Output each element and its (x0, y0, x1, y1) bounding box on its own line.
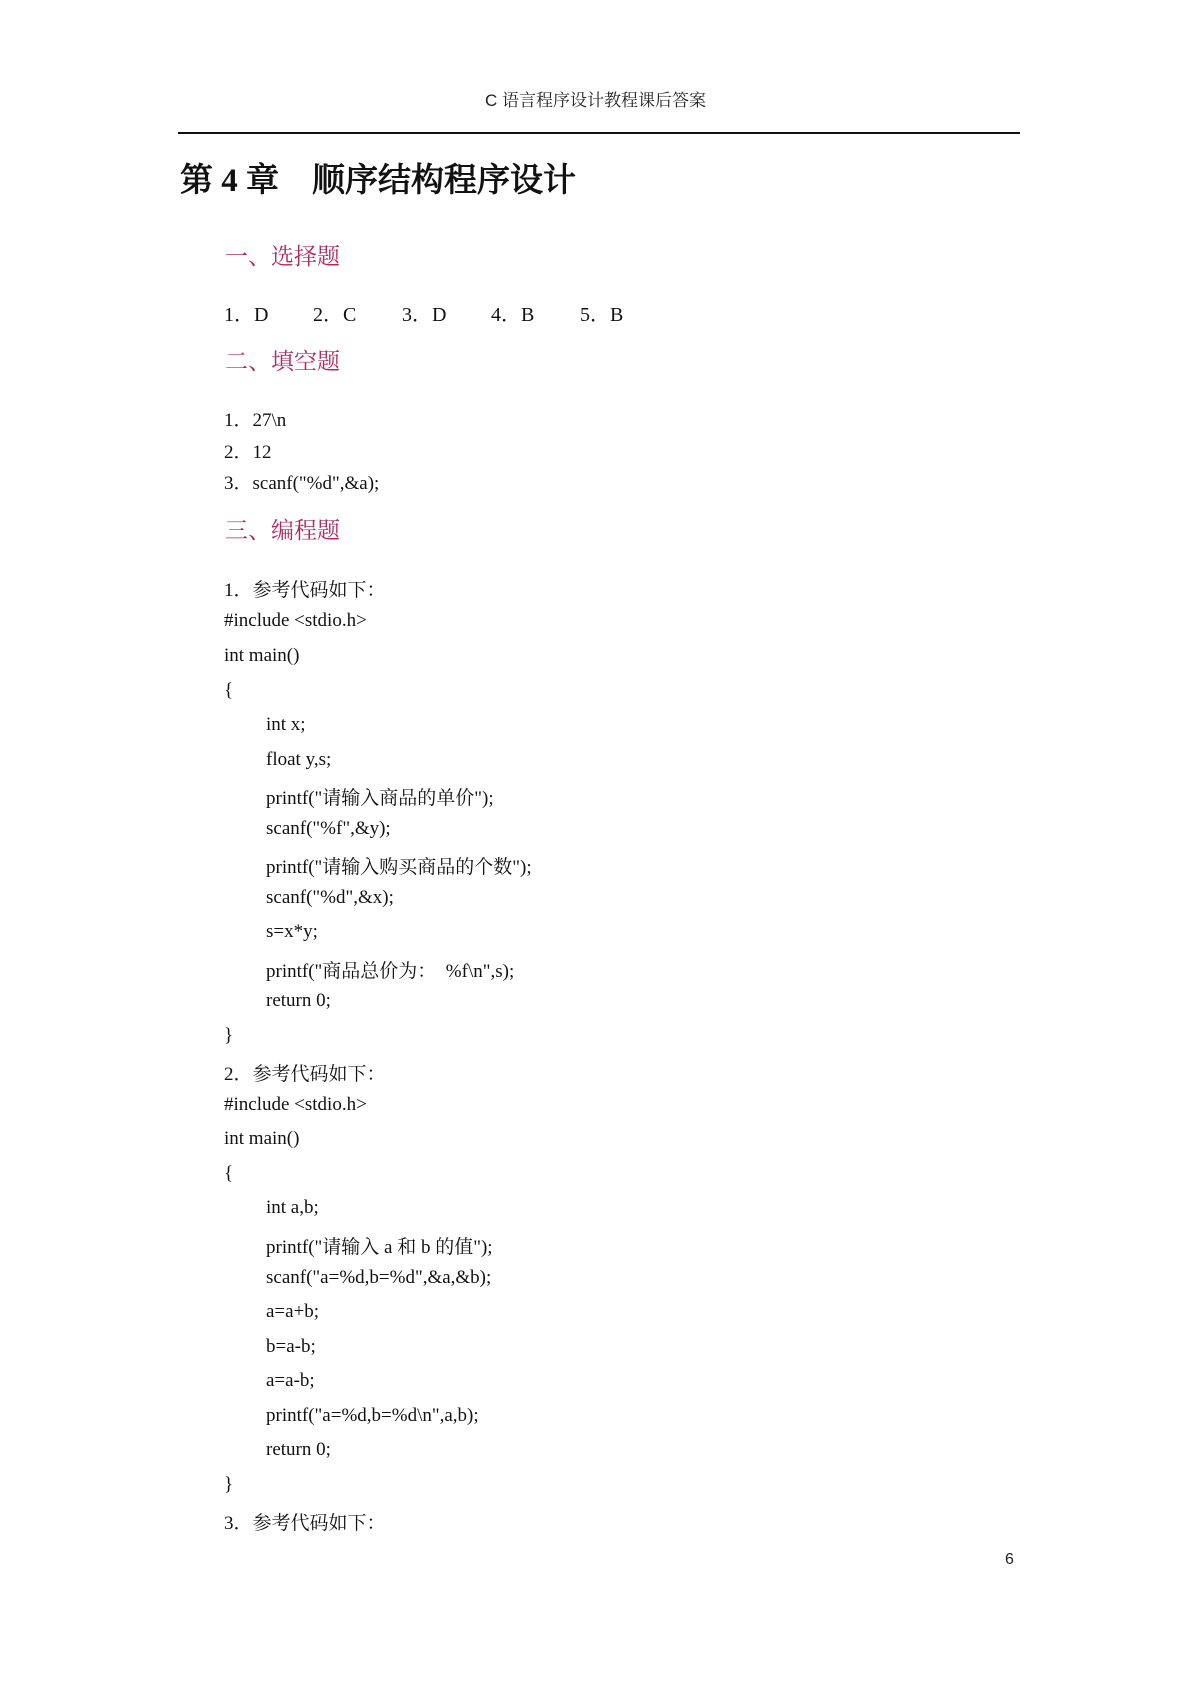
fill-answer: 3．scanf("%d",&a); (224, 473, 380, 494)
choice-answer: 5．B (580, 304, 624, 326)
code-line: return 0; (266, 1439, 331, 1460)
section-heading-choice: 一、选择题 (225, 244, 340, 270)
code-line: scanf("%d",&x); (266, 887, 394, 908)
code-line: printf("商品总价为： %f\n",s); (266, 961, 515, 982)
chapter-title: 第 4 章 顺序结构程序设计 (180, 163, 576, 199)
code-line: printf("a=%d,b=%d\n",a,b); (266, 1405, 479, 1426)
code-line: { (224, 1163, 234, 1184)
choice-answers (224, 298, 669, 327)
code-line: } (224, 1025, 234, 1046)
section-heading-fill: 二、填空题 (225, 349, 340, 375)
code-line: a=a-b; (266, 1370, 315, 1391)
choice-answer: 1．D (224, 304, 269, 326)
code-line: b=a-b; (266, 1336, 316, 1357)
fill-answer: 1．27\n (224, 410, 287, 431)
fill-answer: 2．12 (224, 442, 272, 463)
q2-intro: 2．参考代码如下： (224, 1064, 386, 1085)
q1-intro: 1．参考代码如下： (224, 580, 386, 601)
running-header: C 语言程序设计教程课后答案 (485, 91, 706, 110)
code-line: a=a+b; (266, 1301, 320, 1322)
code-line: int main() (224, 1128, 300, 1149)
code-line: printf("请输入商品的单价"); (266, 788, 494, 809)
code-line: printf("请输入购买商品的个数"); (266, 857, 532, 878)
section-heading-programming: 三、编程题 (225, 518, 340, 544)
code-line: int x; (266, 714, 306, 735)
choice-answer: 3．D (402, 304, 447, 326)
code-line: { (224, 680, 234, 701)
q3-intro: 3．参考代码如下： (224, 1513, 386, 1534)
header-rule (178, 132, 1020, 134)
code-line: scanf("a=%d,b=%d",&a,&b); (266, 1267, 492, 1288)
code-line: s=x*y; (266, 921, 318, 942)
code-line: float y,s; (266, 749, 332, 770)
choice-answer: 4．B (491, 304, 535, 326)
code-line: int a,b; (266, 1197, 319, 1218)
code-line: } (224, 1474, 234, 1495)
code-line: printf("请输入 a 和 b 的值"); (266, 1237, 493, 1258)
code-line: return 0; (266, 990, 331, 1011)
code-line: #include <stdio.h> (224, 1094, 367, 1115)
page-number: 6 (1005, 1551, 1014, 1568)
code-line: int main() (224, 645, 300, 666)
choice-answer: 2．C (313, 304, 357, 326)
code-line: scanf("%f",&y); (266, 818, 391, 839)
code-line: #include <stdio.h> (224, 610, 367, 631)
